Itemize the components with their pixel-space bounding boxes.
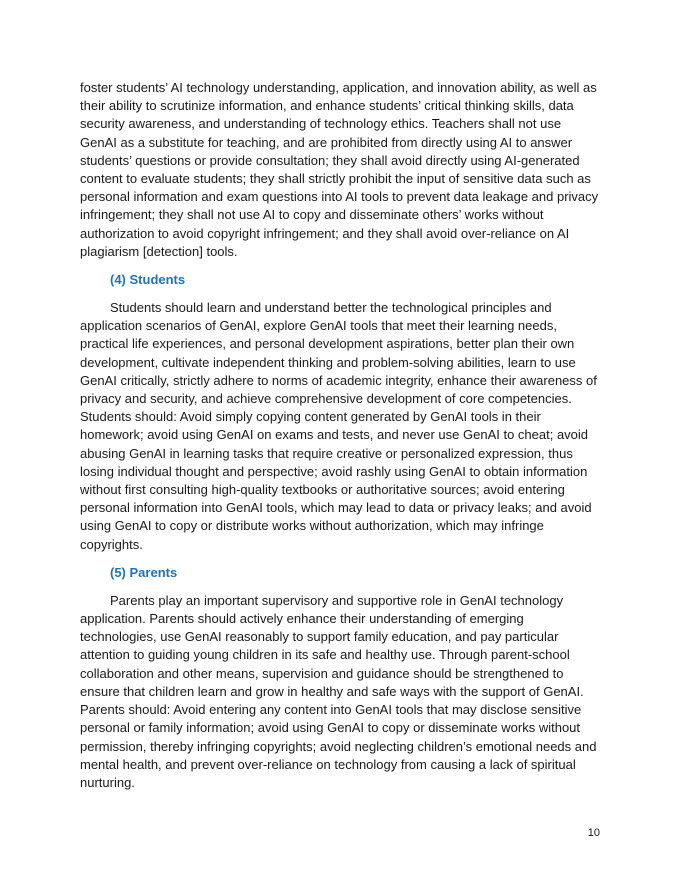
section-heading-students: (4) Students — [110, 272, 186, 288]
section-heading-parents: (5) Parents — [110, 564, 178, 580]
page-number: 10 — [587, 827, 600, 839]
paragraph-parents: Parents play an important supervisory and supportive role in GenAI technology application. Parents should actively enhance their understanding of emerging technologies, use GenAI reasonably to support family education, and pay particular attention to guiding young children in its safe and healthy use. Through parent-school collaboration and other means, supervision and guidance should be strengthened to ensure that children learn and grow in healthy and safe ways with the support of GenAI. Parents should: Avoid entering any content into GenAI tools that may disclose sensitive personal or family information; avoid using GenAI to copy or disseminate works without permission, thereby infringing copyrights; avoid neglecting children’s emotional needs and mental health, and prevent over-reliance on technology from causing a lack of spiritual nurturing. — [80, 592, 597, 790]
paragraph-students: Students should learn and understand better the technological principles and application scenarios of GenAI, explore GenAI tools that meet their learning needs, practical life experiences, and personal development aspirations, better plan their own development, cultivate independent thinking and problem-solving abilities, learn to use GenAI critically, strictly adhere to norms of academic integrity, enhance their awareness of privacy and security, and achieve comprehensive development of core competencies. Students should: Avoid simply copying content generated by GenAI tools in their homework; avoid using GenAI on exams and tests, and never use GenAI to cheat; avoid abusing GenAI in learning tasks that require creative or personalized expression, thus losing individual thought and perspective; avoid rashly using GenAI to obtain information without first consulting high-quality textbooks or authoritative sources; avoid entering personal information into GenAI tools, which may lead to data or privacy leaks; and avoid using GenAI to copy or distribute works without authorization, which may infringe copyrights. — [80, 300, 597, 552]
page-body — [80, 79, 600, 792]
paragraph-teachers-continued: foster students’ AI technology understanding, application, and innovation ability, as well as their ability to scrutinize information, and enhance students’ critical thinking skills, data security awareness, and understanding of technology ethics. Teachers shall not use GenAI as a substitute for teaching, and are prohibited from directly using AI to answer students’ questions or provide consultation; they shall avoid directly using AI-generated content to evaluate students; they shall strictly prohibit the input of sensitive data such as personal information and exam questions into AI tools to prevent data leakage and privacy infringement; they shall not use AI to copy and disseminate others’ works without authorization to avoid copyright infringement; and they shall avoid over-reliance on AI plagiarism [detection] tools. — [80, 80, 599, 259]
